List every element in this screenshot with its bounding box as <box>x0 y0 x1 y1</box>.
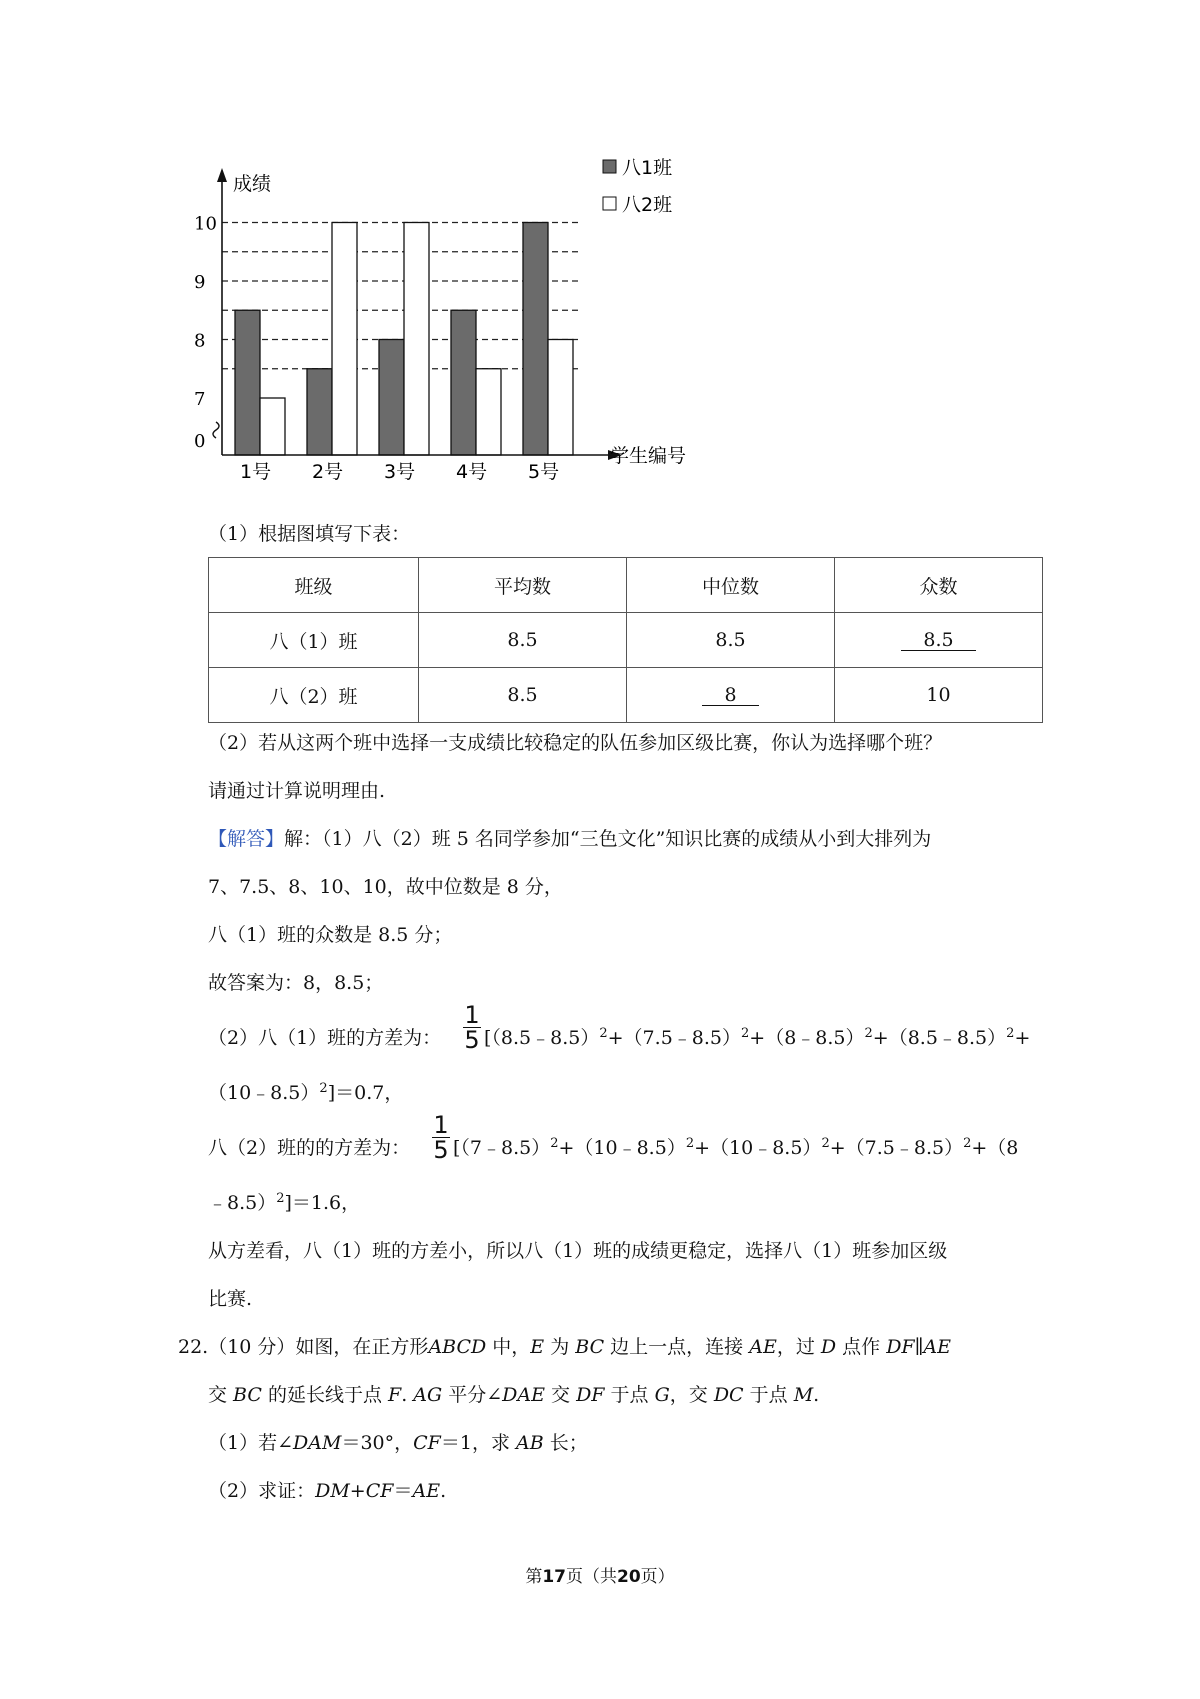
bar-chart <box>190 150 700 483</box>
text-run: （2）求证： <box>208 1480 316 1502</box>
chart-bars <box>235 223 573 456</box>
table-row <box>209 613 1043 668</box>
y-tick-label: 0 <box>194 431 206 452</box>
variance-2-terms: [（7﹣8.5）$^2$+（10﹣8.5）$^2$+（10﹣8.5）$^2$+（7.5﹣8.5）$^2$+（8 <box>453 1136 1019 1159</box>
table-cell: 八（1）班 <box>209 613 419 668</box>
table-header-row <box>209 558 1043 613</box>
bar-class1 <box>307 369 332 455</box>
page-total: 20 <box>617 1567 641 1587</box>
q2-line-2: 请通过计算说明理由. <box>208 780 386 802</box>
text-run: 平分∠ <box>442 1384 503 1406</box>
bar-class2 <box>332 223 357 456</box>
math-symbol: BC <box>233 1384 262 1406</box>
legend-swatch-class2 <box>603 197 616 210</box>
math-symbol: AB <box>516 1432 544 1454</box>
fraction-numerator: 1 <box>464 1001 480 1029</box>
x-tick-label: 1号 <box>240 461 272 483</box>
filled-blank: 8 <box>702 685 758 706</box>
math-symbol: CF <box>413 1432 441 1454</box>
conclusion-line-2: 比赛. <box>208 1288 253 1310</box>
x-tick-label: 4号 <box>456 461 488 483</box>
page-number: 17 <box>542 1567 566 1587</box>
text-run: 边上一点，连接 <box>604 1336 750 1358</box>
math-symbol: DF <box>886 1336 915 1358</box>
math-symbol: DAM <box>293 1432 342 1454</box>
table-row <box>209 668 1043 723</box>
variance-1-result: （10﹣8.5）$^2$]＝0.7， <box>208 1081 404 1104</box>
y-tick-labels <box>194 214 217 453</box>
math-symbol: DF <box>576 1384 605 1406</box>
math-symbol: AG <box>413 1384 443 1406</box>
bar-class1 <box>451 310 476 455</box>
answer-text: 解：（1）八（2）班 5 名同学参加“三色文化”知识比赛的成绩从小到大排列为 <box>284 828 932 850</box>
answer-line-3: 八（1）班的众数是 8.5 分； <box>208 924 453 946</box>
variance-1-prefix: （2）八（1）班的方差为： <box>208 1027 442 1049</box>
bar-class2 <box>260 398 285 455</box>
q1-intro: （1）根据图填写下表： <box>208 523 411 545</box>
text-run: ＝30°， <box>341 1432 414 1454</box>
legend-label-class1: 八1班 <box>622 157 673 179</box>
math-symbol: DC <box>713 1384 744 1406</box>
answer-line-1 <box>208 826 931 852</box>
table-cell: 8.5 <box>419 668 627 723</box>
filled-blank: 8.5 <box>901 630 975 651</box>
q22-line-2 <box>208 1382 819 1408</box>
variance-1-terms: [（8.5﹣8.5）$^2$+（7.5﹣8.5）$^2$+（8﹣8.5）$^2$+（8.5﹣8.5）$^2$+ <box>484 1026 1031 1049</box>
table-cell: 8.5 <box>627 613 835 668</box>
bar-class2 <box>404 223 429 456</box>
math-symbol: G <box>654 1384 670 1406</box>
conclusion-line-1: 从方差看，八（1）班的方差小，所以八（1）班的成绩更稳定，选择八（1）班参加区级 <box>208 1240 948 1262</box>
bar-class2 <box>548 340 573 456</box>
table-cell: 八（2）班 <box>209 668 419 723</box>
axis-break-icon <box>213 422 219 438</box>
math-symbol: M <box>793 1384 814 1406</box>
variance-2-result: ﹣8.5）$^2$]＝1.6， <box>208 1191 361 1214</box>
text-run: 中， <box>486 1336 531 1358</box>
table-header: 中位数 <box>627 558 835 613</box>
y-tick-label: 8 <box>194 330 206 352</box>
y-axis-arrow <box>217 168 227 182</box>
page-footer: 第17页（共20页） <box>525 1567 675 1587</box>
x-tick-label: 2号 <box>312 461 344 483</box>
x-tick-labels <box>240 461 559 483</box>
y-tick-label: 9 <box>194 272 206 293</box>
table-header: 班级 <box>209 558 419 613</box>
text-run: 交 <box>208 1384 234 1406</box>
math-symbol: F <box>388 1384 402 1406</box>
legend-swatch-class1 <box>603 160 616 173</box>
text-run: ＝ <box>393 1480 413 1502</box>
text-run: ，过 <box>776 1336 821 1358</box>
math-symbol: DAE <box>502 1384 545 1406</box>
text-run: 于点 <box>604 1384 655 1406</box>
legend-label-class2: 八2班 <box>622 194 673 216</box>
q2-line-1: （2）若从这两个班中选择一支成绩比较稳定的队伍参加区级比赛，你认为选择哪个班？ <box>208 732 943 754</box>
variance-2-prefix: 八（2）班的的方差为： <box>208 1137 411 1159</box>
text-run: . <box>401 1384 414 1406</box>
y-tick-label: 10 <box>194 213 217 235</box>
math-symbol: ABCD <box>428 1336 487 1358</box>
math-symbol: AE <box>749 1336 777 1358</box>
text-run: + <box>349 1480 366 1502</box>
table-header: 众数 <box>835 558 1043 613</box>
math-symbol: AE <box>923 1336 951 1358</box>
text-run: 于点 <box>743 1384 794 1406</box>
table-cell-answer <box>627 668 835 723</box>
table-cell-answer <box>835 613 1043 668</box>
text-run: （1）若∠ <box>208 1432 294 1454</box>
text-run: ，交 <box>669 1384 714 1406</box>
y-tick-label: 7 <box>194 389 206 410</box>
text-run: ＝1，求 <box>440 1432 516 1454</box>
q22-line-4 <box>208 1478 446 1504</box>
x-axis-label: 学生编号 <box>610 445 687 467</box>
table-header: 平均数 <box>419 558 627 613</box>
bar-class2 <box>476 369 501 455</box>
math-symbol: D <box>820 1336 837 1358</box>
math-symbol: CF <box>365 1480 394 1502</box>
text-run: 为 <box>544 1336 576 1358</box>
text-run: 交 <box>544 1384 577 1406</box>
answer-tag: 【解答】 <box>208 828 285 850</box>
text-run: . <box>440 1480 447 1502</box>
bar-class1 <box>235 310 260 455</box>
fraction-denominator: 5 <box>464 1026 480 1054</box>
fraction-one-fifth <box>432 1113 450 1162</box>
q22-line-3 <box>208 1430 588 1456</box>
math-symbol: BC <box>575 1336 605 1358</box>
text-run: 的延长线于点 <box>261 1384 388 1406</box>
text-run: . <box>813 1384 820 1406</box>
x-tick-label: 3号 <box>384 461 416 483</box>
x-tick-label: 5号 <box>528 461 560 483</box>
table-cell: 8.5 <box>419 613 627 668</box>
fraction-denominator: 5 <box>433 1136 449 1164</box>
text-run: ∥ <box>914 1336 924 1358</box>
table-cell: 10 <box>835 668 1043 723</box>
math-symbol: AE <box>412 1480 441 1502</box>
math-symbol: DM <box>315 1480 350 1502</box>
text-run: 长； <box>543 1432 588 1454</box>
q22-line-1: 22.（10 分）如图，在正方形ABCD 中，E 为 BC 边上一点，连接 AE，过 D 点作 DF∥AE <box>178 1336 951 1358</box>
fraction-one-fifth <box>463 1003 481 1052</box>
y-axis-label: 成绩 <box>233 173 272 195</box>
answer-line-4: 故答案为：8，8.5； <box>208 972 384 994</box>
stats-table <box>208 557 1043 723</box>
bar-class1 <box>379 340 404 456</box>
fraction-numerator: 1 <box>433 1111 449 1139</box>
bar-class1 <box>523 223 548 456</box>
math-symbol: E <box>530 1336 545 1358</box>
text-run: 点作 <box>836 1336 887 1358</box>
answer-line-2: 7、7.5、8、10、10，故中位数是 8 分， <box>208 876 563 898</box>
